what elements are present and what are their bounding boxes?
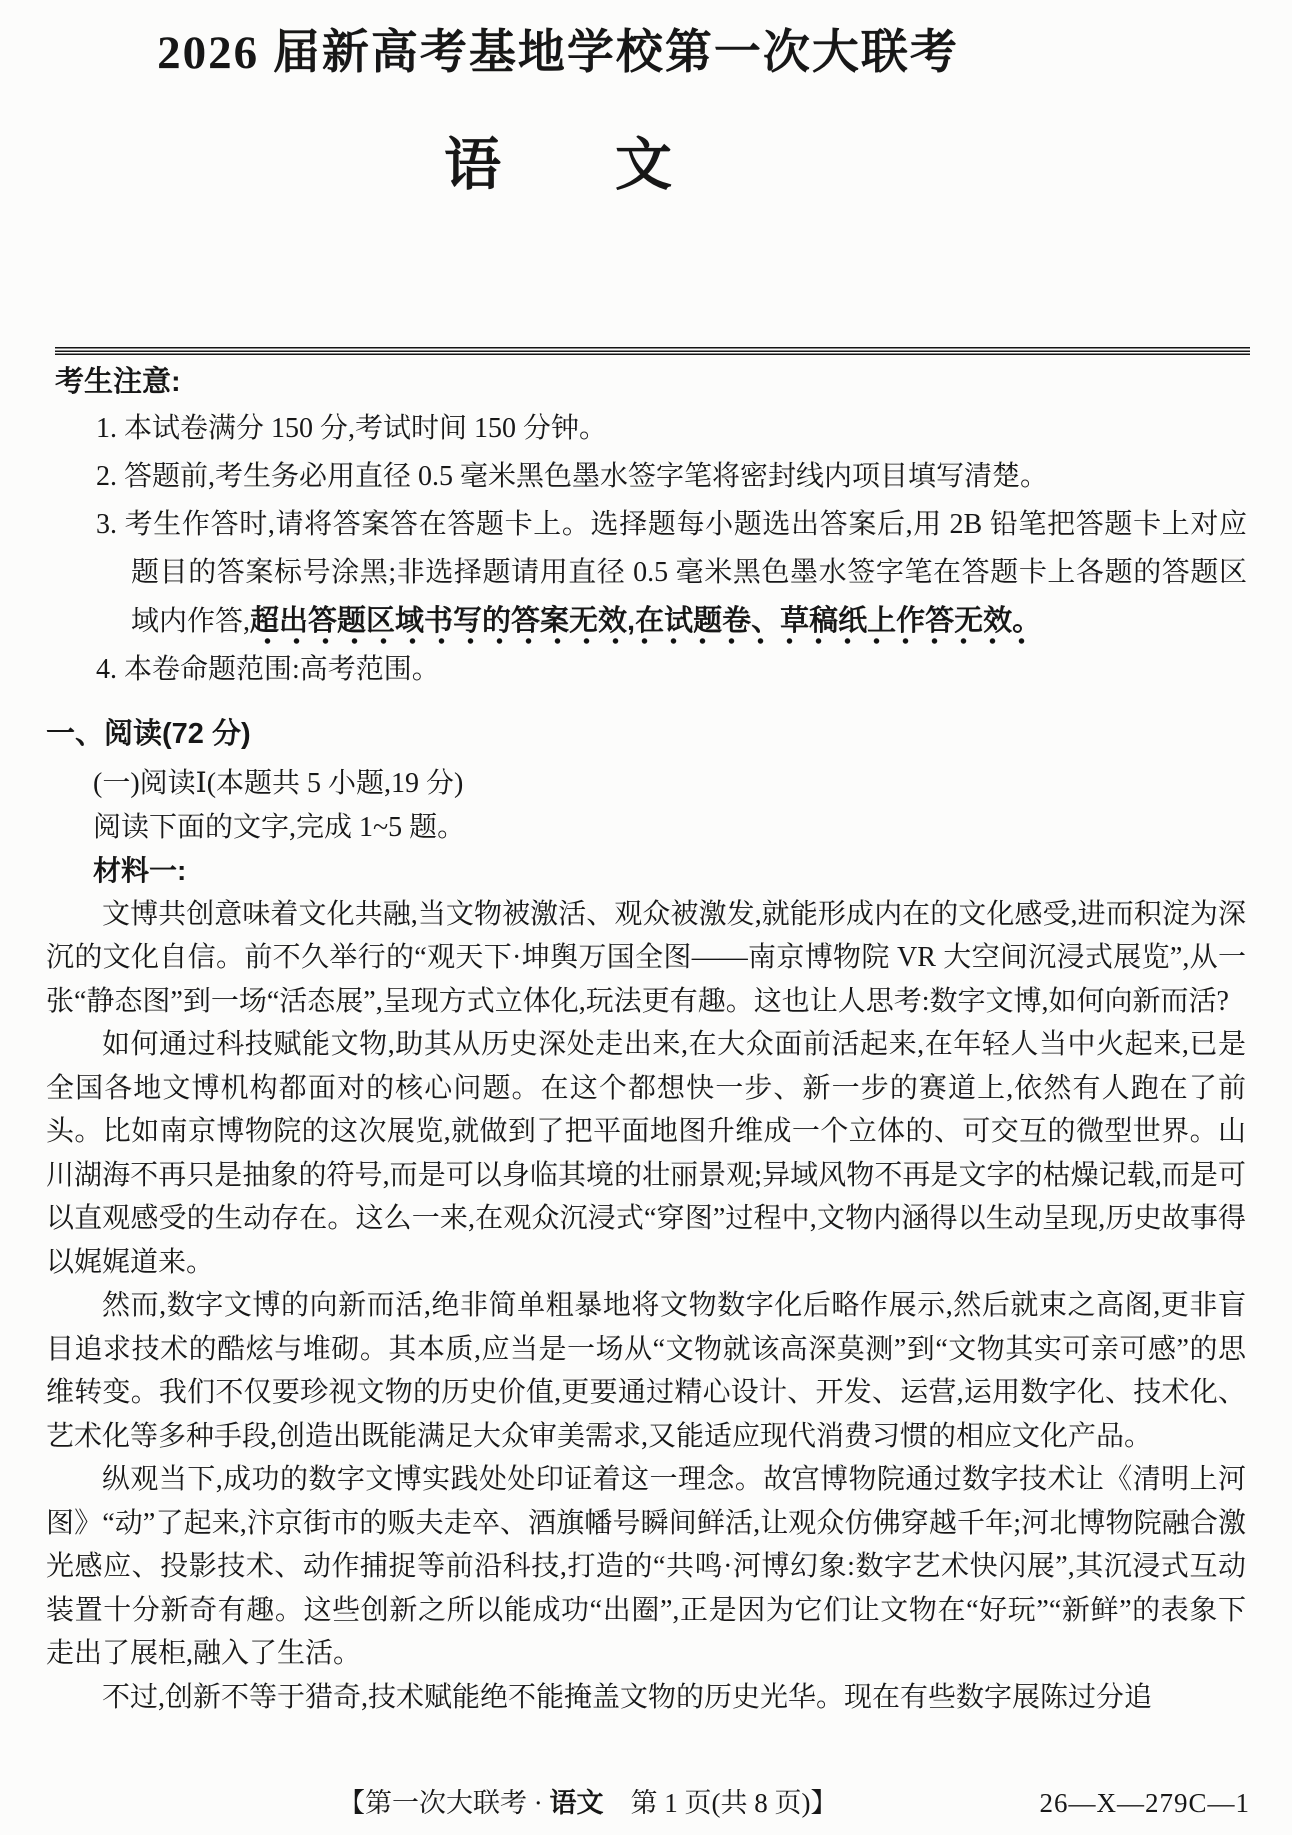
notice-item-1-number: 1. bbox=[96, 413, 117, 444]
footer-page-label bbox=[338, 1787, 837, 1819]
notice-list bbox=[96, 405, 1247, 694]
notice-item-3 bbox=[96, 501, 1247, 646]
material-paragraph-2: 如何通过科技赋能文物,助其从历史深处走出来,在大众面前活起来,在年轻人当中火起来,已是全国各地文博机构都面对的核心问题。在这个都想快一步、新一步的赛道上,依然有人跑在了前头。比如南京博物院的这次展览,就做到了把平面地图升维成一个立体的、可交互的微型世界。山川湖海不再只是抽象的符号,而是可以身临其境的壮丽景观;异域风物不再是文字的枯燥记载,而是可以直观感受的生动存在。这么一来,在观众沉浸式“穿图”过程中,文物内涵得以生动呈现,历史故事得以娓娓道来。 bbox=[46, 1029, 1246, 1278]
notice-item-2 bbox=[96, 453, 1247, 501]
notice-item-3-text: 考生作答时,请将答案答在答题卡上。选择题每小题选出答案后,用 2B 铅笔把答题卡上对应题目的答案标号涂黑;非选择题请用直径 0.5 毫米黑色墨水签字笔在答题卡上各题的答题区域内作答, bbox=[124, 509, 1247, 637]
material-paragraph-4: 纵观当下,成功的数字文博实践处处印证着这一理念。故宫博物院通过数字技术让《清明上河图》“动”了起来,汴京街市的贩夫走卒、酒旗幡号瞬间鲜活,让观众仿佛穿越千年;河北博物院融合激光感应、投影技术、动作捕捉等前沿科技,打造的“共鸣·河博幻象:数字艺术快闪展”,其沉浸式互动装置十分新奇有趣。这些创新之所以能成功“出圈”,正是因为它们让文物在“好玩”“新鲜”的表象下走出了展柜,融入了生活。 bbox=[46, 1464, 1246, 1669]
notice-item-1 bbox=[96, 405, 1247, 453]
page-content bbox=[0, 347, 1292, 1719]
reading-instruction: 阅读下面的文字,完成 1~5 题。 bbox=[93, 811, 466, 843]
section-heading: 一、阅读(72 分) bbox=[46, 718, 251, 750]
subject-title: 语 文 bbox=[444, 133, 672, 197]
material-paragraph-1: 文博共创意味着文化共融,当文物被激活、观众被激发,就能形成内在的文化感受,进而积淀为深沉的文化自信。前不久举行的“观天下·坤舆万国全图——南京博物院 VR 大空间沉浸式展览”,从一张“静态图”到一场“活态展”,呈现方式立体化,玩法更有趣。这也让人思考:数字文博,如何向新而活? bbox=[46, 898, 1246, 1017]
notice-item-2-text: 答题前,考生务必用直径 0.5 毫米黑色墨水签字笔将密封线内项目填写清楚。 bbox=[124, 461, 1049, 492]
material-paragraph-5: 不过,创新不等于猎奇,技术赋能绝不能掩盖文物的历史光华。现在有些数字展陈过分追 bbox=[102, 1681, 1153, 1713]
header bbox=[0, 0, 1116, 196]
reading-section bbox=[46, 709, 1246, 1719]
footer-exam-name: 【第一次大联考 · bbox=[338, 1788, 550, 1818]
material-one-label: 材料一: bbox=[93, 855, 187, 886]
footer-paper-code: 26—X—279C—1 bbox=[1039, 1788, 1250, 1818]
footer-subject-name: 语文 bbox=[549, 1788, 604, 1818]
notice-item-3-emphasized-text: 超出答题区域书写的答案无效,在试题卷、草稿纸上作答无效。 bbox=[250, 605, 1041, 645]
notice-item-1-text: 本试卷满分 150 分,考试时间 150 分钟。 bbox=[124, 413, 608, 444]
notice-heading: 考生注意: bbox=[55, 366, 181, 398]
subsection-heading: (一)阅读Ⅰ(本题共 5 小题,19 分) bbox=[93, 768, 464, 799]
exam-title: 2026 届新高考基地学校第一次大联考 bbox=[157, 27, 959, 79]
notice-item-4-number: 4. bbox=[96, 654, 117, 685]
material-paragraph-3: 然而,数字文博的向新而活,绝非简单粗暴地将文物数字化后略作展示,然后就束之高阁,更非盲目追求技术的酷炫与堆砌。其本质,应当是一场从“文物就该高深莫测”到“文物其实可亲可感”的思维转变。我们不仅要珍视文物的历史价值,更要通过精心设计、开发、运营,运用数字化、技术化、艺术化等多种手段,创造出既能满足大众审美需求,又能适应现代消费习惯的相应文化产品。 bbox=[46, 1290, 1246, 1452]
notice-item-2-number: 2. bbox=[96, 461, 117, 492]
notice-item-3-number: 3. bbox=[96, 509, 117, 540]
notice-item-4 bbox=[96, 646, 1247, 694]
footer-page-number: 第 1 页(共 8 页)】 bbox=[603, 1788, 838, 1818]
double-rule-divider bbox=[55, 347, 1250, 355]
notice-item-4-text: 本卷命题范围:高考范围。 bbox=[124, 654, 440, 685]
